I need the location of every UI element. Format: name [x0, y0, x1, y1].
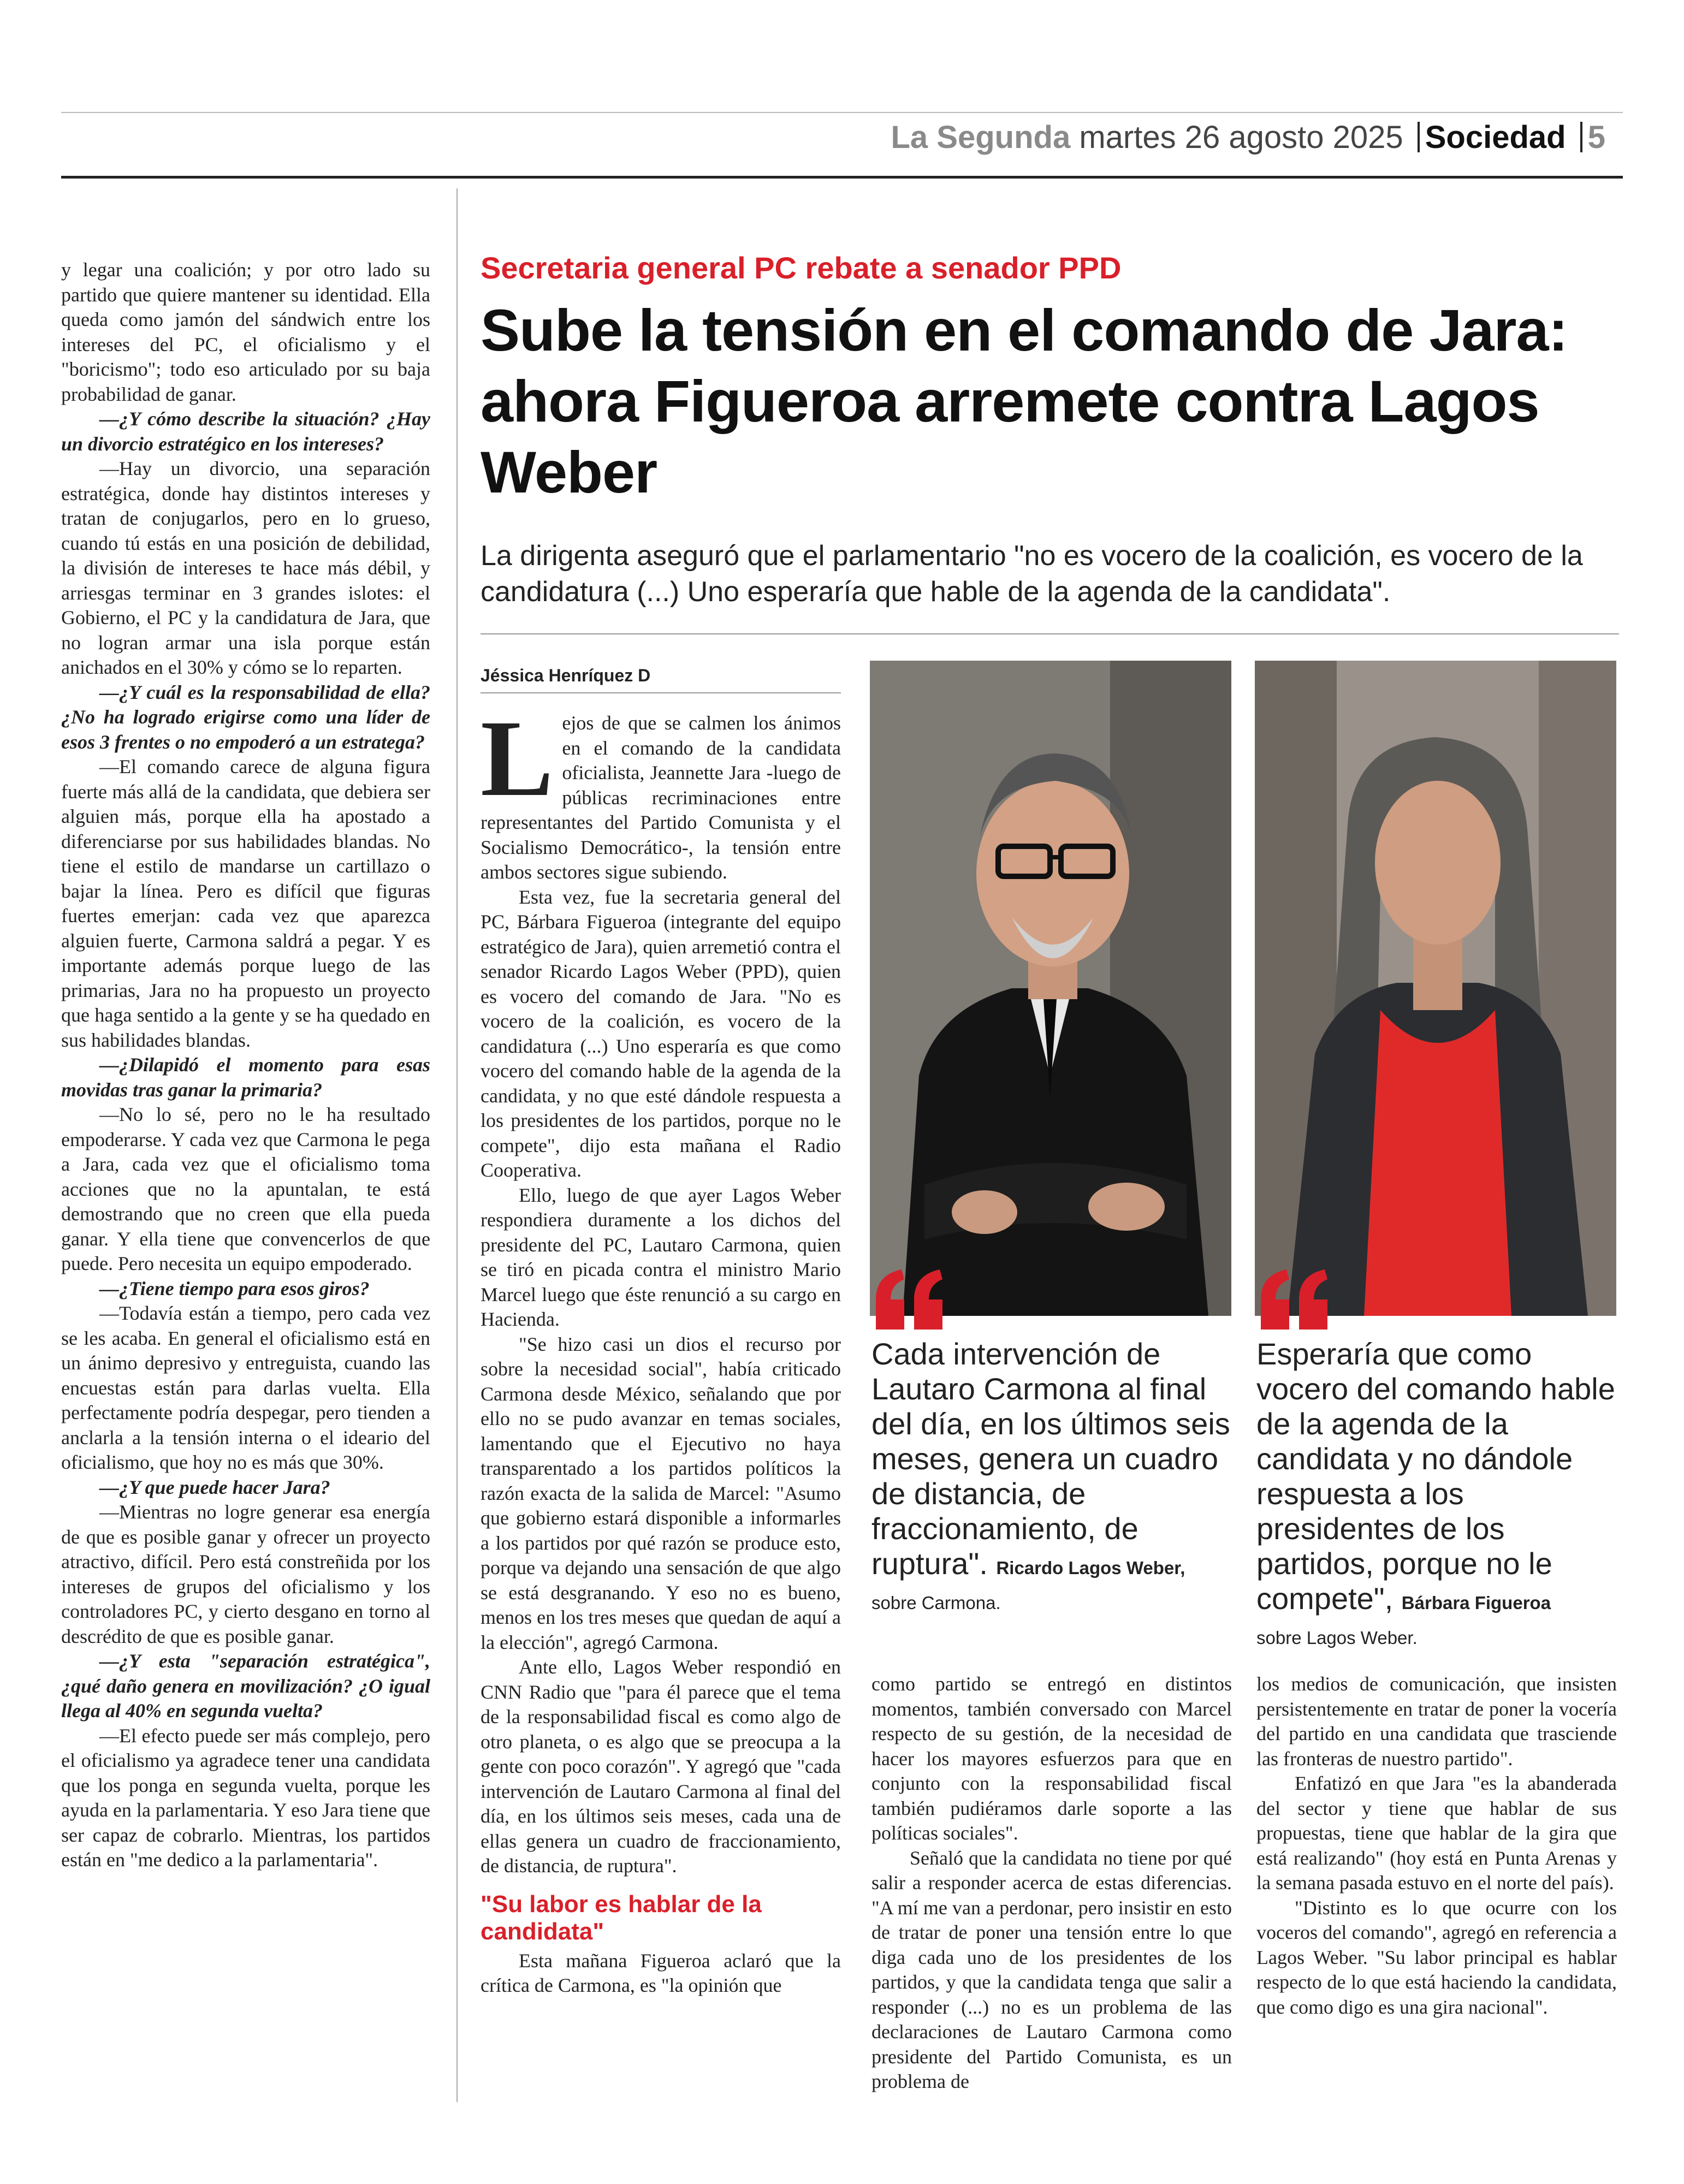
article-headline: Sube la tensión en el comando de Jara: ahora Figueroa arremete contra Lagos Weber	[481, 297, 1568, 505]
quote-mark-icon	[871, 1269, 948, 1330]
interview-answer: y legar una coalición; y por otro lado su partido que quiere mantener su identidad. Ella queda como jamón del sándwich entre los intereses del PC, el oficialismo y el "boricismo"; todo eso articulado por su baja probabilidad de ganar.	[61, 259, 430, 405]
column-1-paragraphs	[481, 885, 841, 1879]
interview-question: —¿Y esta "separación estratégica", ¿qué daño genera en movilización? ¿O igual llega al 40% en segunda vuelta?	[61, 1650, 430, 1722]
article-column-1	[481, 698, 841, 1998]
article-subhead: "Su labor es hablar de la candidata"	[481, 1890, 762, 1945]
lead-paragraph: Lejos de que se calmen los ánimos en el comando de la candidata oficialista, Jeannette Jara -luego de públicas recriminaciones entre representantes del Partido Comunista y el Socialismo Democrático-, la tensión entre ambos sectores sigue subiendo.	[481, 698, 841, 883]
interview-answer: —No lo sé, pero no le ha resultado empoderarse. Y cada vez que Carmona le pega a Jara, cada vez que el oficialismo toma acciones que no la apuntalan, te está demostrando que no creen que ella pueda ganar. Y ella tiene que convencerlos de que puede. Pero necesita un equipo empoderado.	[61, 1103, 430, 1274]
body-paragraph: Esta vez, fue la secretaria general del PC, Bárbara Figueroa (integrante del equipo estratégico de Jara), quien arremetió contra el senador Ricardo Lagos Weber (PPD), quien es vocero del comando de Jara. "No es vocero de la coalición, es vocero de la candidatura (...) Uno esperaría es que como vocero del comando hable de la agenda de la candidata, y no que esté dándole respuesta a los presidentes de los partidos, porque no le compete", dijo esta mañana el Radio Cooperativa.	[481, 886, 841, 1181]
interview-question: —¿Y que puede hacer Jara?	[99, 1476, 330, 1498]
body-paragraph: Ello, luego de que ayer Lagos Weber respondiera duramente a los dichos del presidente del PC, Lautaro Carmona, quien se tiró en picada contra el ministro Mario Marcel luego que éste renunció a su cargo en Hacienda.	[481, 1184, 841, 1330]
interview-column	[61, 258, 430, 1873]
issue-date: martes 26 agosto 2025	[1079, 120, 1403, 155]
header-divider	[1418, 122, 1420, 152]
publication-name: La Segunda	[891, 120, 1071, 155]
body-paragraph: los medios de comunicación, que insisten persistentemente en tratar de poner la vocería del partido en una candidata que trasciende las fronteras de nuestro partido".	[1256, 1673, 1617, 1770]
page-number: 5	[1587, 120, 1605, 155]
section-name: Sociedad	[1425, 120, 1566, 155]
interview-question: —¿Dilapidó el momento para esas movidas tras ganar la primaria?	[61, 1054, 430, 1101]
interview-answer: —Todavía están a tiempo, pero cada vez se les acaba. En general el oficialismo está en un ánimo depresivo y entreguista, cuando las encuestas están para darlas vuelta. Ella perfectamente podría despegar, pero tienden a anclarla a la tensión interna o el ideario del oficialismo, que hoy no es más que 30%.	[61, 1302, 430, 1473]
interview-answer: —El efecto puede ser más complejo, pero el oficialismo ya agradece tener una candidata que los ponga en segunda vuelta, porque les ayuda en la parlamentaria. Y eso Jara tiene que ser capaz de cobrarlo. Mientras, los partidos están en "me dedico a la parlamentaria".	[61, 1724, 431, 1871]
article-column-2	[871, 1672, 1232, 2094]
body-paragraph: Señaló que la candidata no tiene por qué salir a responder acerca de estas diferencias. "A mí me van a perdonar, pero insistir en esto de tratar de poner una tensión entre lo que diga cada uno de los presidentes de los partidos, y que la candidata tenga que salir a responder (...) no es un problema de las declaraciones de Lautaro Carmona como presidente del Partido Comunista, es un problema de	[871, 1847, 1232, 2092]
pull-quote-lagos: Cada intervención de Lautaro Carmona al final del día, en los últimos seis meses, genera un cuadro de distancia, de fraccionamiento, de ruptura". Ricardo Lagos Weber, sobre Carmona.	[871, 1337, 1230, 1613]
column-separator	[456, 188, 458, 2102]
interview-question: —¿Y cómo describe la situación? ¿Hay un divorcio estratégico en los intereses?	[61, 408, 430, 455]
article-column-3	[1256, 1672, 1617, 2020]
pull-quote-attribution: Ricardo Lagos Weber, sobre Carmona.	[871, 1558, 1185, 1613]
interview-answer: —El comando carece de alguna figura fuerte más allá de la candidata, que debiera ser alguien más, porque ella ha apostado a diferenciarse por sus habilidades blandas. No tiene el estilo de mandarse un cartillazo o bajar la línea. Pero es difícil que figuras fuertes emerjan: cada vez que aparezca alguien fuerte, Carmona saldrá a pegar. Y es importante además porque luego de las primarias, Jara no ha propuesto un proyecto que haga sentido a la gente y se ha quedado en sus habilidades blandas.	[61, 756, 430, 1051]
pull-quote-figueroa: Esperaría que como vocero del comando hable de la agenda de la candidata y no dándole respuesta a los presidentes de los partidos, porque no le compete", Bárbara Figueroa sobre Lagos Weber.	[1256, 1337, 1615, 1648]
woman-portrait-illustration	[1255, 661, 1616, 1316]
body-paragraph: "Se hizo casi un dios el recurso por sobre la necesidad social", había criticado Carmona desde México, señalando que por ello no se pudo avanzar en temas sociales, lamentando que el Ejecutivo no haya transparentado a los partidos políticos la razón exacta de la salida de Marcel: "Asumo que gobierno estará disponible a informarles a los partidos por qué razón se produce esto, porque va dejando una sensación de que algo se está desgranando. Y eso no es bueno, menos en los tres meses que quedan de aquí a la elección", agregó Carmona.	[481, 1333, 841, 1653]
body-paragraph: como partido se entregó en distintos momentos, también conversado con Marcel respecto de su gestión, de la necesidad de hacer los mayores esfuerzos para que en conjunto con la responsabilidad fiscal también pudiéramos darle soporte a las políticas sociales".	[871, 1673, 1232, 1844]
interview-question: —¿Tiene tiempo para esos giros?	[99, 1277, 370, 1299]
article-deck: La dirigenta aseguró que el parlamentario "no es vocero de la coalición, es vocero de la candidatura (...) Uno esperaría que hable de la agenda de la candidata".	[481, 540, 1583, 608]
photo-barbara-figueroa	[1255, 661, 1616, 1316]
header-divider	[1580, 122, 1582, 152]
man-portrait-illustration	[870, 661, 1231, 1316]
body-paragraph: "Distinto es lo que ocurre con los voceros del comando", agregó en referencia a Lagos Weber. "Su labor principal es hablar respecto de lo que está haciendo la candidata, que como digo es una gira nacional".	[1256, 1896, 1617, 2018]
body-paragraph: Ante ello, Lagos Weber respondió en CNN Radio que "para él parece que el tema de la responsabilidad fiscal es como algo de otro planeta, o es algo que se preocupa a la gente con poco corazón". Y agregó que "cada intervención de Lautaro Carmona al final del día, en los últimos seis meses, cada una de ellas genera un cuadro de fraccionamiento, de distancia, de ruptura".	[481, 1656, 841, 1877]
header-bottom-rule	[61, 176, 1623, 179]
byline-rule	[481, 692, 841, 693]
byline: Jéssica Henríquez D	[481, 666, 651, 685]
interview-answer: —Mientras no logre generar esa energía de que es posible ganar y ofrecer un proyecto atractivo, difícil. Pero está constreñida por los intereses de grupos del oficialismo y los controladores PC, y cierto desgano en torno al descrédito de que es posible ganar.	[61, 1501, 430, 1647]
drop-cap: L	[481, 698, 554, 819]
deck-rule	[481, 633, 1619, 634]
interview-question: —¿Y cuál es la responsabilidad de ella? ¿No ha logrado erigirse como una líder de esos 3 frentes o no empoderó a un estratega?	[61, 681, 430, 753]
article-kicker: Secretaria general PC rebate a senador PPD	[481, 251, 1122, 285]
header-top-rule	[61, 112, 1623, 113]
interview-answer: —Hay un divorcio, una separación estratégica, donde hay distintos intereses y tratan de conjugarlos, pero en lo grueso, cuando tú estás en una posición de debilidad, la división de intereses te hace más débil, y arriesgas terminar en 3 grandes islotes: el Gobierno, el PC y la candidatura de Jara, que no logran armar una isla porque están anichados en el 30% y cómo se lo reparten.	[61, 458, 430, 678]
photo-ricardo-lagos-weber	[870, 661, 1231, 1316]
pull-quote-attribution: Bárbara Figueroa sobre Lagos Weber.	[1256, 1593, 1551, 1648]
body-paragraph: Enfatizó en que Jara "es la abanderada del sector y tiene que hablar de sus propuestas, tiene que hablar de la gira que está realizando" (hoy está en Punta Arenas y la semana pasada estuvo en el norte del país).	[1256, 1772, 1617, 1894]
quote-mark-icon	[1256, 1269, 1333, 1330]
page-header	[852, 116, 1605, 159]
column-1-tail: Esta mañana Figueroa aclaró que la crítica de Carmona, es "la opinión que	[481, 1949, 841, 1996]
